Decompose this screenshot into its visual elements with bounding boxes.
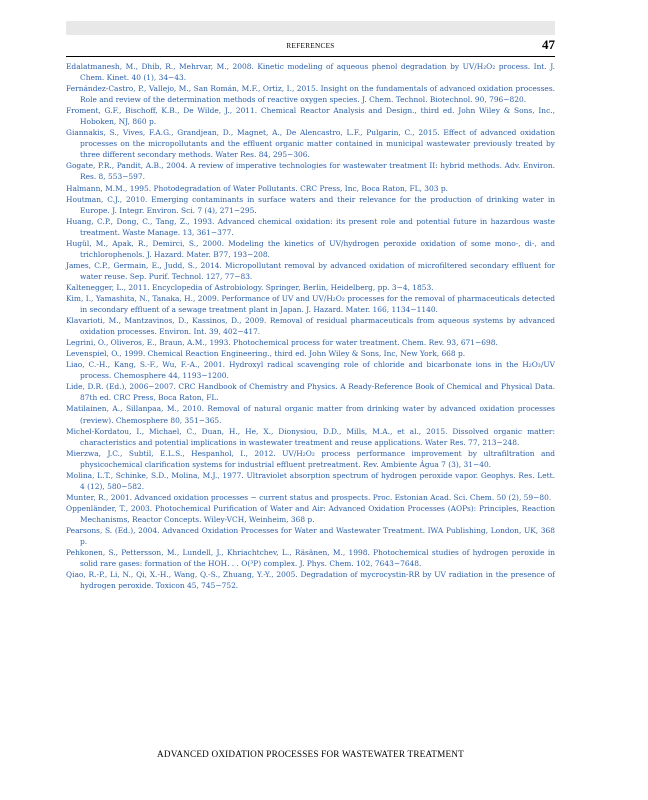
reference-item: Pearsons, S. (Ed.), 2004. Advanced Oxidation Processes for Water and Wastewater Treatment. IWA Publishing, London, UK, 368 p.	[66, 525, 555, 547]
reference-item: Houtman, C.J., 2010. Emerging contaminants in surface waters and their relevance for the production of drinking water in Europe. J. Integr. Environ. Sci. 7 (4), 271−295.	[66, 194, 555, 215]
reference-item: Edalatmanesh, M., Dhib, R., Mehrvar, M., 2008. Kinetic modeling of aqueous phenol degradation by UV/H₂O₂ process. Int. J. Chem. Kinet. 40 (1), 34−43.	[66, 62, 555, 83]
reference-item: Gogate, P.R., Pandit, A.B., 2004. A review of imperative technologies for wastewater treatment II: hybrid methods. Adv. Environ. Res. 8, 553−597.	[66, 161, 555, 182]
reference-item: Hugül, M., Apak, R., Demirci, S., 2000. Modeling the kinetics of UV/hydrogen peroxide oxidation of some mono-, di-, and trichlorophenols. J. Hazard. Mater. B77, 193−208.	[66, 238, 555, 259]
reference-item: James, C.P., Germain, E., Judd, S., 2014. Micropollutant removal by advanced oxidation of microfiltered secondary effluent for water reuse. Sep. Purif. Technol. 127, 77−83.	[66, 260, 555, 281]
running-head: REFERENCES	[286, 42, 335, 50]
reference-item: Pehkonen, S., Pettersson, M., Lundell, J., Khriachtchev, L., Räsänen, M., 1998. Photochemical studies of hydrogen peroxide in solid rare gases: formation of the HOH. . . O(³P) complex. J. Phys. Chem. 102, 7643−7648.	[66, 548, 555, 569]
footer-book-title: ADVANCED OXIDATION PROCESSES FOR WASTEWATER TREATMENT	[157, 749, 464, 759]
reference-item: Kim, I., Yamashita, N., Tanaka, H., 2009. Performance of UV and UV/H₂O₂ processes for the removal of pharmaceuticals detected in secondary effluent of a sewage treatment plant in Japan. J. Hazard. Mater. 166, 1134−1140.	[66, 293, 555, 315]
reference-item: Kaltenegger, L., 2011. Encyclopedia of Astrobiology. Springer, Berlin, Heidelberg, pp. 3−4, 1853.	[66, 282, 434, 292]
reference-item: Mierzwa, J.C., Subtil, E.L.S., Hespanhol, I., 2012. UV/H₂O₂ process performance improvement by ultrafiltration and physicochemical clarification systems for industrial effluent pretreatment. Rev. Ambiente Água 7 (3), 31−40.	[66, 448, 555, 469]
reference-item: Giannakis, S., Vives, F.A.G., Grandjean, D., Magnet, A., De Alencastro, L.F., Pulgarin, C., 2015. Effect of advanced oxidation processes on the micropollutants and the effluent organic matter contained in municipal wastewater previously treated by three different secondary methods. Water Res. 84, 295−306.	[66, 128, 555, 160]
header-band	[66, 21, 555, 35]
reference-item: Froment, G.F., Bischoff, K.B., De Wilde, J., 2011. Chemical Reactor Analysis and Design., third ed. John Wiley & Sons, Inc., Hoboken, NJ, 860 p.	[66, 106, 555, 127]
reference-item: Molina, L.T., Schinke, S.D., Molina, M.J., 1977. Ultraviolet absorption spectrum of hydrogen peroxide vapor. Geophys. Res. Lett. 4 (12), 580−582.	[66, 470, 555, 491]
reference-list	[66, 61, 555, 591]
reference-item: Oppenländer, T., 2003. Photochemical Purification of Water and Air: Advanced Oxidation Processes (AOPs): Principles, Reaction Mechanisms, Reactor Concepts. Wiley-VCH, Weinheim, 368 p.	[66, 503, 555, 524]
reference-item: Klavarioti, M., Mantzavinos, D., Kassinos, D., 2009. Removal of residual pharmaceuticals from aqueous systems by advanced oxidation processes. Environ. Int. 39, 402−417.	[66, 316, 555, 337]
reference-item: Legrini, O., Oliveros, E., Braun, A.M., 1993. Photochemical process for water treatment. Chem. Rev. 93, 671−698.	[66, 338, 498, 348]
reference-item: Qiao, R.-P., Li, N., Qi, X.-H., Wang, Q.-S., Zhuang, Y.-Y., 2005. Degradation of mycrocystin-RR by UV radiation in the presence of hydrogen peroxide. Toxicon 45, 745−752.	[66, 570, 555, 591]
reference-item: Liao, C.-H., Kang, S.-F., Wu, F.-A., 2001. Hydroxyl radical scavenging role of chloride and bicarbonate ions in the H₂O₂/UV process. Chemosphere 44, 1193−1200.	[66, 360, 555, 381]
reference-item: Fernández-Castro, P., Vallejo, M., San Román, M.F., Ortiz, I., 2015. Insight on the fundamentals of advanced oxidation processes. Role and review of the determination methods of reactive oxygen species. J. Chem. Technol. Biotechnol. 90, 796−820.	[66, 84, 555, 105]
reference-item: Munter, R., 2001. Advanced oxidation processes − current status and prospects. Proc. Estonian Acad. Sci. Chem. 50 (2), 59−80.	[66, 492, 552, 502]
reference-item: Michel-Kordatou, I., Michael, C., Duan, H., He, X., Dionysiou, D.D., Mills, M.A., et al., 2015. Dissolved organic matter: characteristics and potential implications in wastewater treatment and reuse applications. Water Res. 77, 213−248.	[66, 426, 555, 447]
header-rule	[66, 56, 555, 57]
page-number: 47	[542, 37, 555, 52]
reference-item: Halmann, M.M., 1995. Photodegradation of Water Pollutants. CRC Press, Inc, Boca Raton, FL, 303 p.	[66, 183, 448, 193]
reference-item: Huang, C.P., Dong, C., Tang, Z., 1993. Advanced chemical oxidation: its present role and potential future in hazardous waste treatment. Waste Manage. 13, 361−377.	[66, 216, 555, 237]
reference-item: Lide, D.R. (Ed.), 2006−2007. CRC Handbook of Chemistry and Physics. A Ready-Reference Book of Chemical and Physical Data. 87th ed. CRC Press, Boca Raton, FL.	[66, 382, 555, 403]
reference-item: Levenspiel, O., 1999. Chemical Reaction Engineering., third ed. John Wiley & Sons, Inc, New York, 668 p.	[66, 349, 466, 359]
reference-item: Matilainen, A., Sillanpaa, M., 2010. Removal of natural organic matter from drinking water by advanced oxidation processes (review). Chemosphere 80, 351−365.	[66, 404, 555, 425]
